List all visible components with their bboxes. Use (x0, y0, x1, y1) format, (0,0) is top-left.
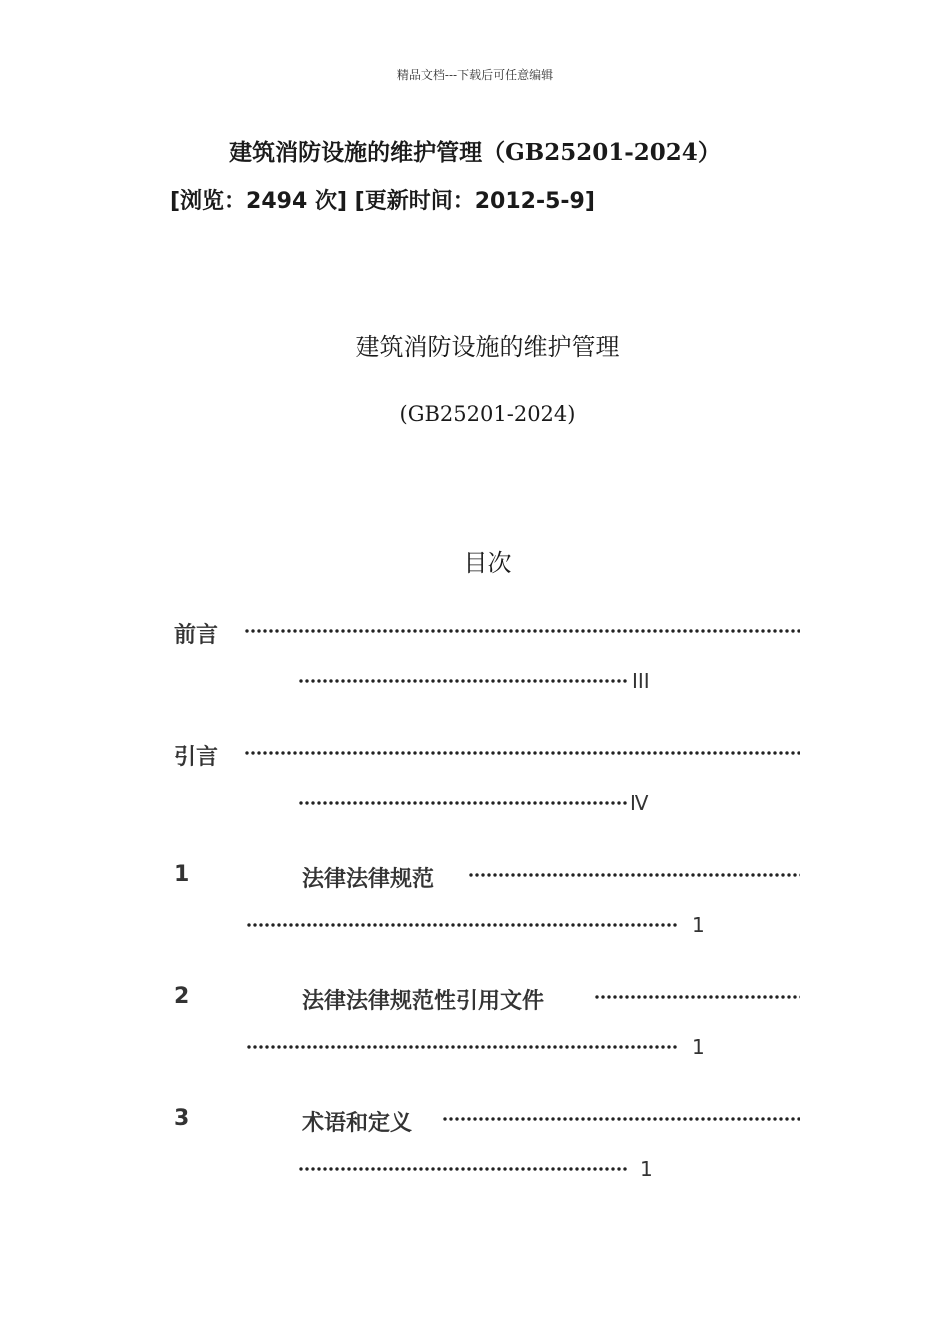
page-header-note: 精品文档---下载后可任意编辑 (396, 68, 554, 82)
toc-leader-dots (244, 628, 800, 634)
toc-entry-page: Ⅳ (630, 791, 649, 815)
toc-entry-page: 1 (692, 913, 705, 937)
toc-entry-page: 1 (640, 1157, 653, 1181)
toc-leader-dots (244, 750, 800, 756)
toc-entry-title: 术语和定义 (302, 1111, 413, 1136)
meta-info-line: [浏览：2494 次] [更新时间：2012-5-9] (170, 189, 595, 214)
toc-entry-title: 法律法律规范 (302, 867, 435, 892)
toc-entry-page: 1 (692, 1035, 705, 1059)
toc-leader-dots (468, 872, 800, 878)
toc-entry-number: 3 (174, 1106, 190, 1131)
toc-entry-title: 前言 (174, 623, 219, 648)
toc-leader-dots (298, 678, 628, 684)
toc-leader-dots (594, 994, 800, 1000)
document-title: 建筑消防设施的维护管理（GB25201-2024） (229, 139, 721, 166)
cover-title: 建筑消防设施的维护管理 (355, 333, 620, 361)
toc-heading: 目次 (463, 549, 512, 577)
toc-entry-number: 1 (174, 862, 190, 887)
toc-entry-title: 法律法律规范性引用文件 (302, 989, 545, 1014)
toc-leader-dots (246, 1044, 678, 1050)
toc-entry-page: III (632, 669, 650, 693)
toc-entry-number: 2 (174, 984, 190, 1009)
cover-standard-code: (GB25201-2024) (399, 402, 576, 426)
toc-leader-dots (246, 922, 678, 928)
toc-leader-dots (442, 1116, 800, 1122)
toc-leader-dots (298, 1166, 628, 1172)
toc-entry-title: 引言 (174, 745, 219, 770)
toc-leader-dots (298, 800, 628, 806)
